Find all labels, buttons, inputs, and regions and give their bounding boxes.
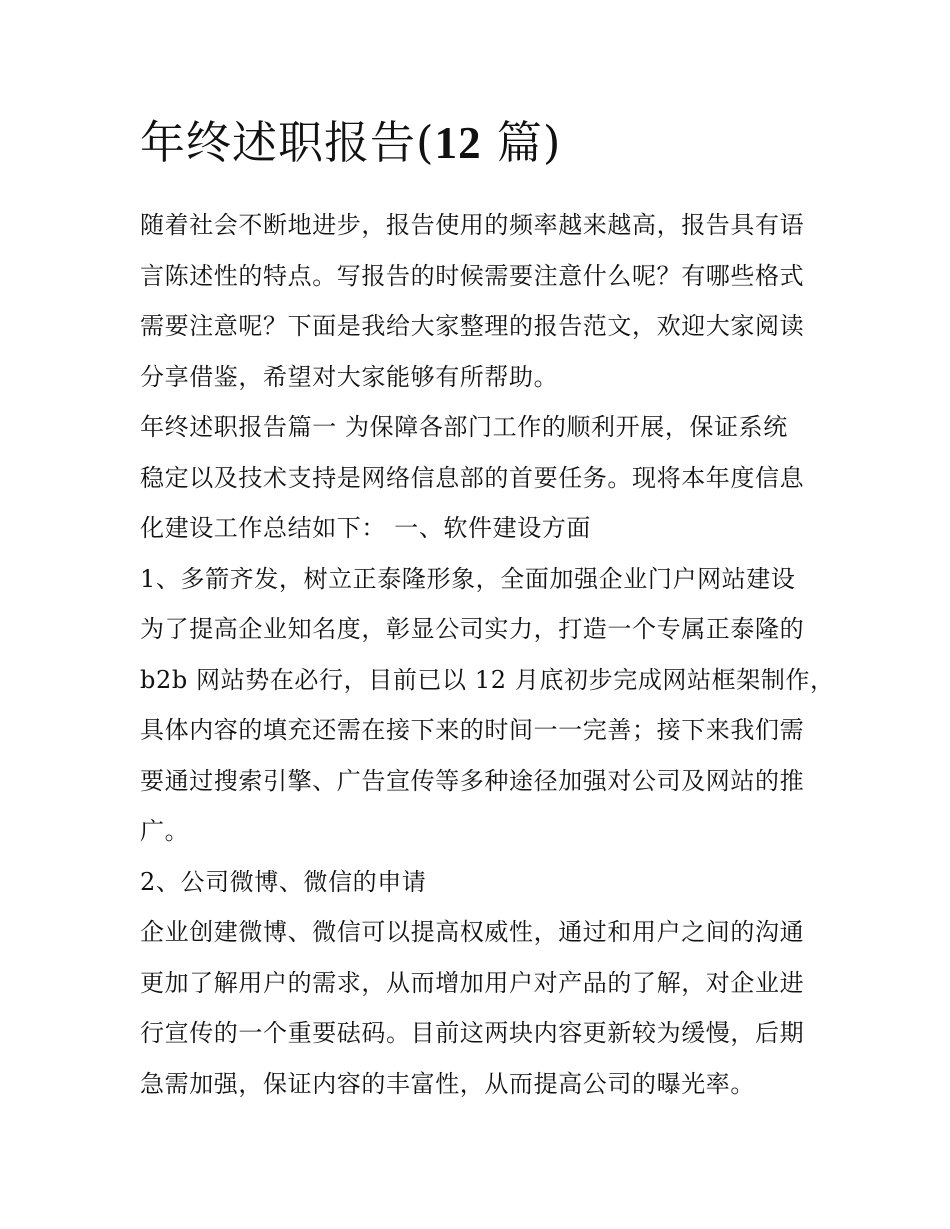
document-body	[140, 200, 835, 1109]
body-line: 企业创建微博、微信可以提高权威性，通过和用户之间的沟通	[140, 918, 805, 946]
body-line: b2b 网站势在必行，目前已以 12 月底初步完成网站框架制作，	[140, 665, 835, 694]
body-line: 言陈述性的特点。写报告的时候需要注意什么呢？有哪些格式	[140, 261, 805, 290]
body-line: 行宣传的一个重要砝码。目前这两块内容更新较为缓慢，后期	[140, 1019, 805, 1047]
body-line: 更加了解用户的需求，从而增加用户对产品的了解，对企业进	[140, 968, 805, 997]
body-line: 年终述职报告篇一 为保障各部门工作的顺利开展，保证系统	[140, 413, 788, 441]
body-line: 稳定以及技术支持是网络信息部的首要任务。现将本年度信息	[140, 463, 805, 492]
body-line: 分享借鉴，希望对大家能够有所帮助。	[140, 362, 559, 391]
body-line: 为了提高企业知名度，彰显公司实力，打造一个专属正泰隆的	[140, 615, 805, 643]
body-line: 1、多箭齐发，树立正泰隆形象，全面加强企业门户网站建设	[140, 564, 796, 593]
body-line: 广。	[140, 817, 190, 845]
body-line: 具体内容的填充还需在接下来的时间一一完善；接下来我们需	[140, 716, 805, 744]
body-line: 随着社会不断地进步，报告使用的频率越来越高，报告具有语	[140, 211, 805, 239]
title-prefix: 年终述职报告(	[140, 116, 435, 169]
body-line: 2、公司微博、微信的申请	[140, 867, 427, 896]
body-line: 需要注意呢？下面是我给大家整理的报告范文，欢迎大家阅读	[140, 312, 805, 340]
title-suffix: 篇)	[481, 116, 562, 169]
document-title	[140, 116, 561, 170]
body-line: 要通过搜索引擎、广告宣传等多种途径加强对公司及网站的推	[140, 766, 805, 795]
body-line: 急需加强，保证内容的丰富性，从而提高公司的曝光率。	[140, 1069, 755, 1098]
body-line: 化建设工作总结如下： 一、软件建设方面	[140, 514, 592, 542]
title-number: 12	[434, 118, 482, 168]
